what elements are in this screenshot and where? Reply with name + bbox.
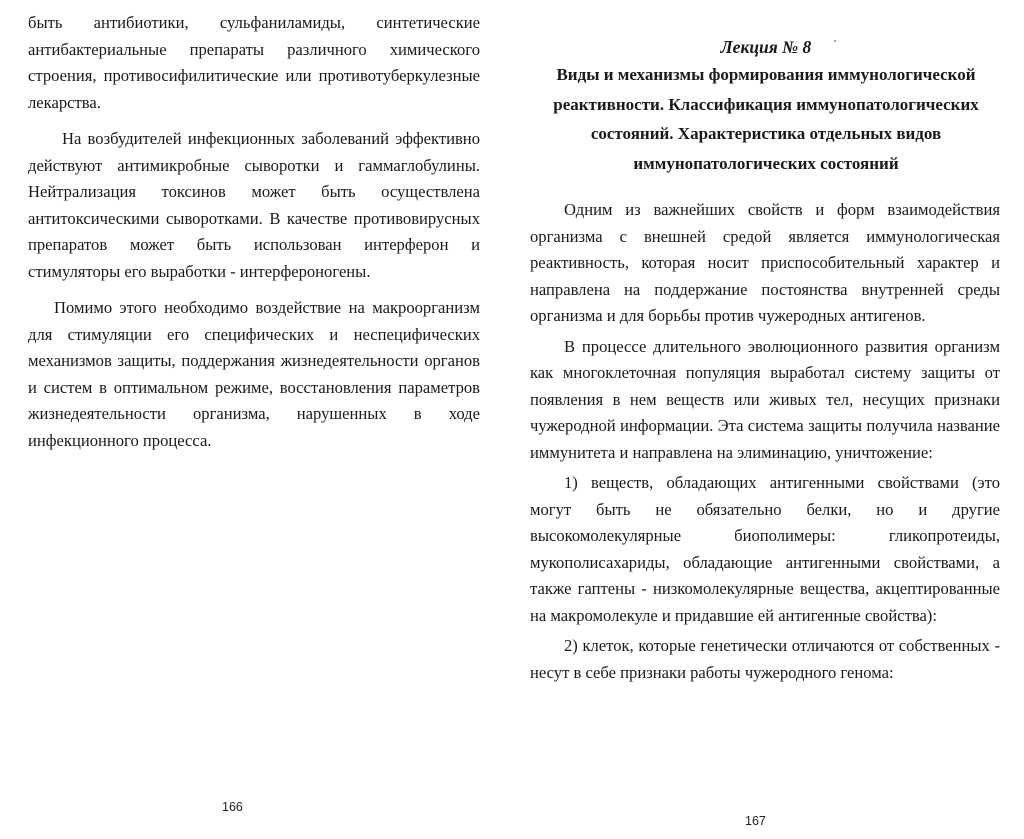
paragraph: В процессе длительного эволюционного развития организм как многоклеточная популяция выработал систему защиты от появления в нем веществ или живых тел, несущих признаки чужеродной информации. Эта система защиты получила название иммунитета и направлена на элиминацию, уничтожение: [530, 336, 1000, 462]
right-page-text [530, 197, 1000, 686]
print-speck [834, 40, 836, 42]
paragraph: быть антибиотики, сульфаниламиды, синтетические антибактериальные препараты различного химического строения, противосифилитические или противотуберкулезные лекарства. [28, 13, 480, 112]
left-page-text [28, 10, 480, 454]
lecture-number: Лекция № 8 [720, 37, 812, 57]
list-item: 2) клеток, которые генетически отличаются от собственных - несут в себе признаки работы чужеродного генома: [530, 636, 1000, 682]
lecture-title: Виды и механизмы формирования иммунологической реактивности. Классификация иммунопатологических состояний. Характеристика отдельных видов иммунопатологических состояний [553, 65, 979, 173]
page-number: 166 [222, 800, 243, 814]
paragraph: Одним из важнейших свойств и форм взаимодействия организма с внешней средой является иммунологическая реактивность, которая носит приспособительный характер и направлена на поддержание постоянства внутренней среды организма и для борьбы против чужеродных антигенов. [530, 200, 1000, 325]
right-page [512, 0, 1024, 839]
paragraph: Помимо этого необходимо воздействие на макроорганизм для стимуляции его специфических и неспецифических механизмов защиты, поддержания жизнедеятельности органов и систем в оптимальном режиме, восстановления параметров жизнедеятельности организма, нарушенных в ходе инфекционного процесса. [28, 298, 480, 450]
list-item: 1) веществ, обладающих антигенными свойствами (это могут быть не обязательно белки, но и другие высокомолекулярные биополимеры: гликопротеиды, мукополисахариды, обладающие антигенными свойствами, а также гаптены - низкомолекулярные вещества, акцептированные на макромолекуле и придавшие ей антигенные свойства): [530, 473, 1000, 625]
paragraph: На возбудителей инфекционных заболеваний эффективно действуют антимикробные сыворотки и гаммаглобулины. Нейтрализация токсинов может быть осуществлена антитоксическими сыворотками. В качестве противовирусных препаратов может быть использован интерферон и стимуляторы его выработки - интерфероногены. [28, 129, 480, 281]
page-number: 167 [745, 814, 766, 828]
